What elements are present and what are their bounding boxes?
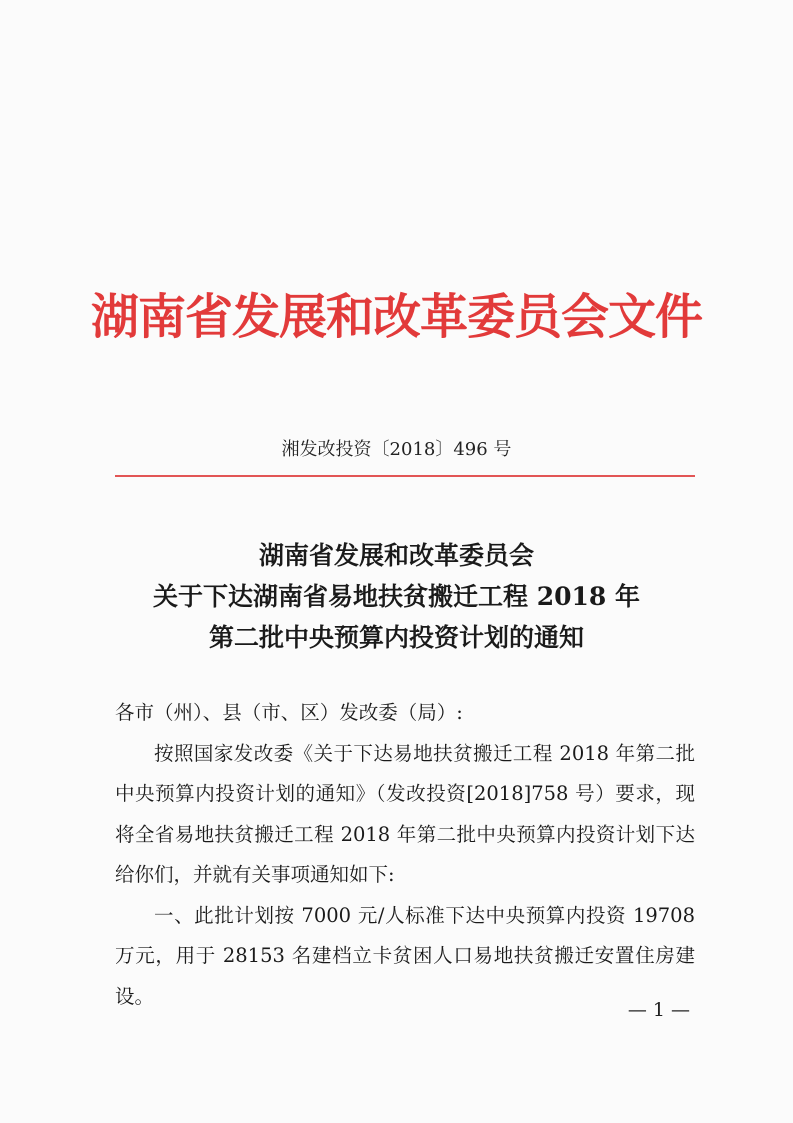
notice-title bbox=[0, 535, 793, 658]
salutation: 各市（州）、县（市、区）发改委（局）: bbox=[115, 701, 463, 724]
body-text bbox=[115, 693, 695, 1017]
page-number: — 1 — bbox=[627, 999, 690, 1021]
body-paragraph-1: 按照国家发改委《关于下达易地扶贫搬迁工程 2018 年第二批中央预算内投资计划的通知》（发改投资[2018]758 号）要求，现将全省易地扶贫搬迁工程 2018 年第二批中央预算内投资计划下达给你们，并就有关事项通知如下: bbox=[115, 741, 695, 886]
red-divider-line bbox=[115, 475, 695, 477]
body-paragraph-2: 一、此批计划按 7000 元/人标准下达中央预算内投资 19708 万元，用于 28153 名建档立卡贫困人口易地扶贫搬迁安置住房建设。 bbox=[115, 903, 695, 1008]
notice-title-line-3: 第二批中央预算内投资计划的通知 bbox=[208, 623, 584, 652]
issuer-header-title: 湖南省发展和改革委员会文件 bbox=[90, 289, 702, 345]
document-number: 湘发改投资〔2018〕496 号 bbox=[281, 439, 512, 460]
notice-title-line-1: 湖南省发展和改革委员会 bbox=[258, 541, 534, 570]
notice-title-line-2: 关于下达湖南省易地扶贫搬迁工程 2018 年 bbox=[153, 582, 640, 611]
